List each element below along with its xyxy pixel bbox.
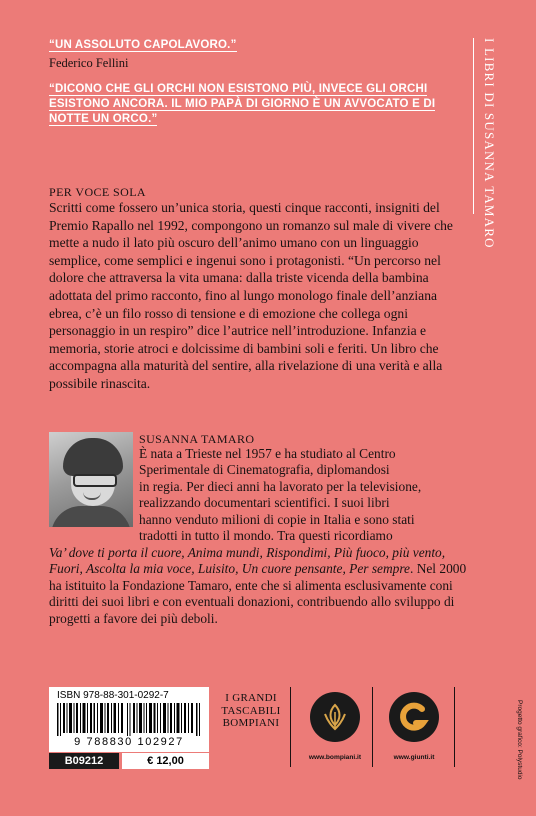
- series-logo: [218, 692, 284, 730]
- bio-line: È nata a Trieste nel 1957 e ha studiato al Centro: [139, 446, 396, 461]
- author-name: SUSANNA TAMARO: [139, 432, 255, 446]
- barcode-icon: [57, 703, 201, 736]
- design-credit: Progetto grafico: Polystudio: [516, 700, 523, 780]
- spine-divider: [473, 38, 474, 214]
- logo-divider: [454, 687, 455, 767]
- bompiani-logo-icon: [310, 692, 360, 742]
- barcode-panel: [49, 687, 209, 752]
- price-label: € 12,00: [122, 753, 209, 769]
- publisher-url: www.bompiani.it: [308, 754, 362, 761]
- publisher-giunti: [378, 692, 448, 768]
- bio-line: tradotti in tutto il mondo. Tra questi ricordiamo: [139, 528, 393, 544]
- author-bio-bottom: [49, 545, 469, 627]
- quote-attribution: Federico Fellini: [49, 56, 129, 70]
- author-bio-rest: . Nel 2000 ha istituito la Fondazione Tamaro, ente che si alimenta esclusivamente coni diritti dei suoi libri e con eventuali donazioni, contribuendo allo sviluppo di progetti a favore dei più deboli.: [49, 561, 467, 626]
- series-spine-title: I LIBRI DI SUSANNA TAMARO: [482, 38, 497, 249]
- quote-headline-1: “UN ASSOLUTO CAPOLAVORO.”: [49, 39, 237, 51]
- publisher-bompiani: [299, 692, 369, 768]
- synopsis-title: PER VOCE SOLA: [49, 185, 146, 199]
- logo-divider: [290, 687, 291, 767]
- bio-line: hanno venduto milioni di copie in Italia e sono stati: [139, 511, 415, 527]
- publisher-url: www.giunti.it: [393, 754, 435, 761]
- bio-line: Sperimentale di Cinematografia, diplomandosi: [139, 462, 390, 478]
- product-code: B09212: [49, 753, 119, 769]
- series-logo-line: I GRANDI: [225, 692, 277, 704]
- author-bio-top: [139, 446, 469, 544]
- series-logo-line: BOMPIANI: [222, 717, 280, 729]
- bio-line: realizzando documentari scientifici. I suoi libri: [139, 495, 390, 511]
- bio-line: in regia. Per dieci anni ha lavorato per la televisione,: [139, 478, 422, 494]
- barcode-digits: 9 788830 102927: [74, 736, 184, 748]
- author-photo: [49, 432, 133, 527]
- giunti-logo-icon: [389, 692, 439, 742]
- synopsis-text: Scritti come fossero un’unica storia, questi cinque racconti, insigniti del Premio Rapallo nel 1992, compongono un romanzo sul male di vivere che mette a nudo il lato più oscuro dell’animo umano con un linguaggio semplice, come semplici e ingenui sono i protagonisti. “Un percorso nel dolore che attraversa la vita umana: dalla triste vicenda della bambina adottata del primo racconto, fino al lungo monologo finale dell’anziana ebrea, c’è un filo rosso di tensione e di emozione che collega ogni personaggio in un respiro” dice l’autrice nell’introduzione. Infanzia e memoria, storie atroci e dolcissime di bambini soli e feriti. Un libro che accompagna alla maturità del sentire, alla rivelazione di una verità e alla possibile rinascita.: [49, 200, 453, 391]
- series-logo-line: TASCABILI: [221, 704, 281, 717]
- quote-headline-2: “DICONO CHE GLI ORCHI NON ESISTONO PIÙ, INVECE GLI ORCHI ESISTONO ANCORA. IL MIO PAPÀ DI GIORNO È UN AVVOCATO E DI NOTTE UN ORCO.”: [49, 83, 436, 125]
- isbn-label: ISBN 978-88-301-0292-7: [57, 690, 169, 701]
- author-works-list: Va’ dove ti porta il cuore, Anima mundi, Rispondimi, Più fuoco, più vento, Fuori, Ascolta la mia voce, Luisito, Un cuore pensante, Per sempre: [49, 545, 446, 577]
